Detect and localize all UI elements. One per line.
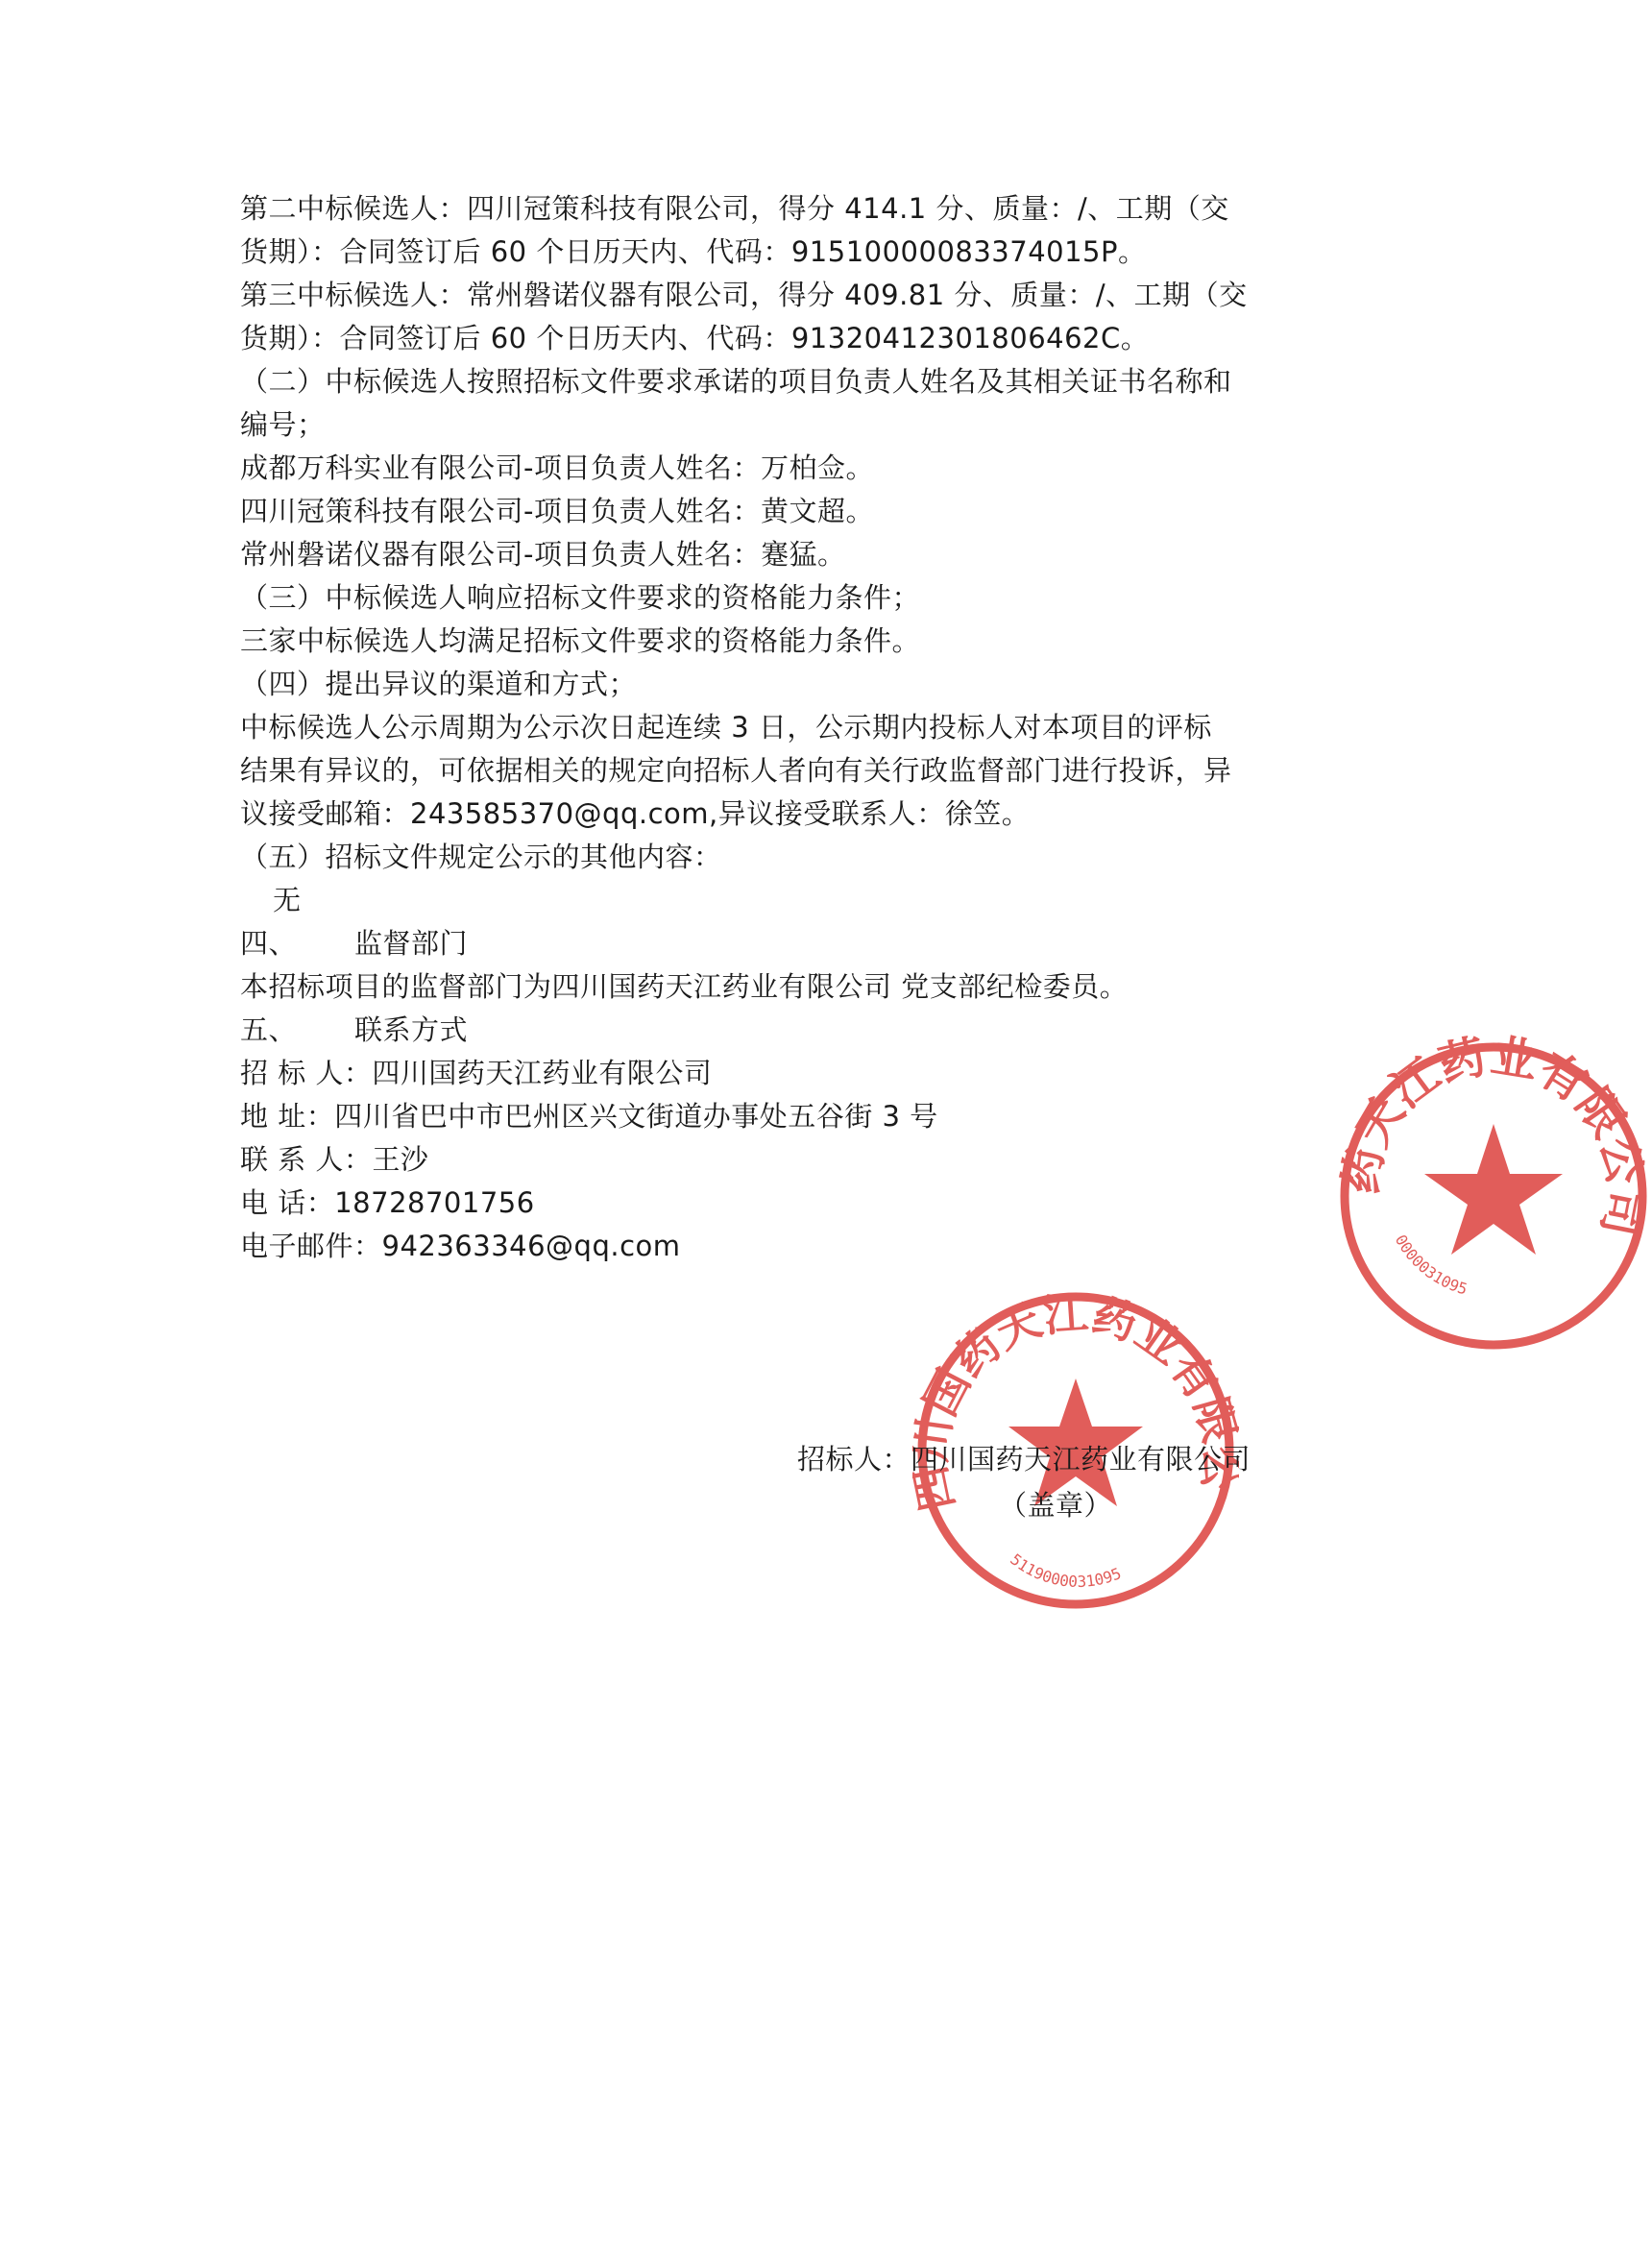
heading-contact-title: 联系方式 bbox=[354, 1013, 469, 1046]
supervision-body: 本招标项目的监督部门为四川国药天江药业有限公司 党支部纪检委员。 bbox=[240, 970, 1129, 1003]
project-lead-1: 成都万科实业有限公司-项目负责人姓名：万柏佥。 bbox=[240, 451, 874, 484]
contact-phone: 电 话：18728701756 bbox=[240, 1186, 535, 1219]
signature-seal-note: （盖章） bbox=[999, 1489, 1113, 1522]
section-5-body: 无 bbox=[273, 884, 302, 916]
project-lead-3: 常州磐诺仪器有限公司-项目负责人姓名：蹇猛。 bbox=[240, 538, 846, 571]
section-4-body-3: 议接受邮箱：243585370@qq.com,异议接受联系人：徐笠。 bbox=[240, 797, 1031, 830]
heading-supervision-title: 监督部门 bbox=[354, 927, 469, 960]
contact-person: 联 系 人：王沙 bbox=[240, 1143, 429, 1176]
company-seal-code: 5119000031095 bbox=[1007, 1549, 1125, 1592]
company-seal-partial-text: 药天江药业有限公司 bbox=[1333, 1028, 1652, 1241]
section-4-heading: （四）提出异议的渠道和方式； bbox=[240, 668, 638, 700]
candidate-2-line-1: 第二中标候选人：四川冠策科技有限公司，得分 414.1 分、质量：/、工期（交 bbox=[240, 192, 1229, 225]
section-5-heading: （五）招标文件规定公示的其他内容： bbox=[240, 841, 722, 873]
company-seal-partial-code: 0000031095 bbox=[1391, 1232, 1470, 1299]
heading-supervision bbox=[240, 922, 1354, 965]
signature-issuer: 招标人：四川国药天江药业有限公司 bbox=[797, 1443, 1251, 1476]
contact-tenderer: 招 标 人：四川国药天江药业有限公司 bbox=[240, 1057, 713, 1089]
candidate-3-line-1: 第三中标候选人：常州磐诺仪器有限公司，得分 409.81 分、质量：/、工期（交 bbox=[240, 279, 1248, 311]
section-3-body: 三家中标候选人均满足招标文件要求的资格能力条件。 bbox=[240, 624, 921, 657]
company-seal-partial bbox=[1325, 1028, 1652, 1354]
heading-contact bbox=[240, 1009, 1354, 1052]
section-2-heading: （二）中标候选人按照招标文件要求承诺的项目负责人姓名及其相关证书名称和 bbox=[240, 365, 1232, 398]
contact-email: 电子邮件：942363346@qq.com bbox=[240, 1230, 681, 1262]
company-seal-text: 国药天江药业有 bbox=[913, 1287, 1228, 1425]
svg-text:5119000031095 bbox=[1007, 1550, 1124, 1591]
signature-block bbox=[797, 1436, 1335, 1528]
document-body bbox=[240, 187, 1354, 1268]
section-4-body-1: 中标候选人公示周期为公示次日起连续 3 日，公示期内投标人对本项目的评标 bbox=[240, 711, 1212, 744]
heading-contact-number: 五、 bbox=[240, 1013, 298, 1046]
project-lead-2: 四川冠策科技有限公司-项目负责人姓名：黄文超。 bbox=[240, 495, 874, 527]
company-seal-partial-graphic bbox=[1325, 1028, 1652, 1354]
contact-address: 地 址：四川省巴中市巴州区兴文街道办事处五谷街 3 号 bbox=[240, 1100, 938, 1133]
candidate-3-line-2: 货期）：合同签订后 60 个日历天内、代码：91320412301806462C。 bbox=[240, 322, 1150, 354]
section-4-body-2: 结果有异议的，可依据相关的规定向招标人者向有关行政监督部门进行投诉，异 bbox=[240, 754, 1232, 787]
section-2-heading-cont: 编号； bbox=[240, 408, 326, 441]
candidate-2-line-2: 货期）：合同签订后 60 个日历天内、代码：91510000083374015P。 bbox=[240, 235, 1147, 268]
heading-supervision-number: 四、 bbox=[240, 927, 298, 960]
section-3-heading: （三）中标候选人响应招标文件要求的资格能力条件； bbox=[240, 581, 921, 614]
